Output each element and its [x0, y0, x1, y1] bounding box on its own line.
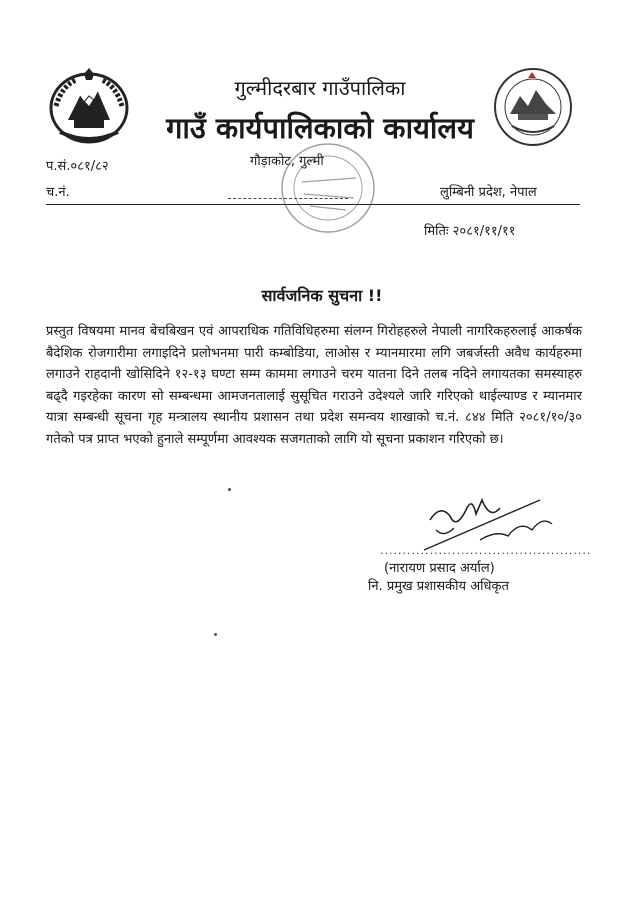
municipality-name: गुल्मीदरबार गाउँपालिका	[234, 76, 406, 100]
office-name: गाउँ कार्यपालिकाको कार्यालय	[166, 111, 474, 145]
signature-line: ...............................................	[380, 544, 592, 557]
scan-speck	[228, 488, 231, 491]
issue-date: मितिः २०८१/११/११	[424, 224, 516, 239]
scan-speck	[214, 633, 217, 636]
office-address: गौड़ाकोट, गुल्मी	[250, 154, 324, 169]
notice-body: प्रस्तुत विषयमा मानव बेचबिखन एवं आपराधिक गतिविधिहरुमा संलग्न गिरोहहरुले नेपाली नागरिकहरुलाई आकर्षक बैदेशिक रोजगारीमा लगाइदिने प्रलोभनमा पारी कम्बोडिया, लाओस र म्यानमारमा लगि जबर्जस्ती अवैध कार्यहरुमा लगाउने राहदानी खोसिदिने १२-१३ घण्टा सम्म काममा लगाउने चरम यातना दिने तलब नदिने लगायतका समस्याहरु बढ्दै गइरहेका कारण सो सम्बन्धमा आमजनतालाई सुसूचित गराउने उदेश्यले जारि गरिएको थाईल्याण्ड र म्यानमार यात्रा सम्बन्धी सूचना गृह मन्त्रालय स्थानीय प्रशासन तथा प्रदेश समन्वय शाखाको च.नं. ८४४ मिति २०८१/१०/३० गतेको पत्र प्राप्त भएको हुनाले सम्पूर्णमा आवश्यक सजगताको लागि यो सूचना प्रकाशन गरिएको छ।	[46, 324, 582, 447]
nepal-emblem-icon	[46, 66, 132, 146]
municipality-logo-icon	[492, 66, 574, 148]
notice-title: सार्वजनिक सुचना !!	[261, 286, 383, 305]
province-name: लुम्बिनी प्रदेश, नेपाल	[440, 185, 537, 200]
signatory-title: नि. प्रमुख प्रशासकीय अधिकृत	[368, 579, 509, 594]
reference-number: प.सं.०८१/८२	[46, 159, 109, 174]
office-stamp-icon	[276, 138, 380, 238]
dispatch-number: च.नं.	[46, 185, 70, 200]
signatory-name: (नारायण प्रसाद अर्याल)	[384, 561, 495, 576]
